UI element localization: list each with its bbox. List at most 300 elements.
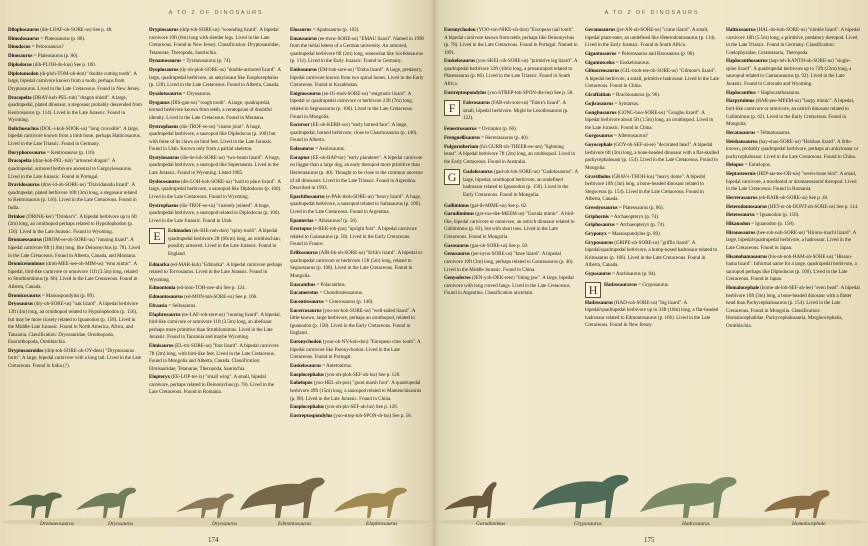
entry-headword: Fabrosaurus — [463, 100, 491, 107]
entry-text: = Pelorosaurus? — [30, 44, 64, 51]
entry — [290, 146, 424, 154]
entry-headword: Dravidosaurus — [8, 182, 40, 189]
entry-headword: Fenestrosaurus — [444, 126, 477, 133]
entry-headword: Dromiceiomimus — [8, 261, 45, 268]
dryosaurus-illustration-2 — [176, 494, 234, 519]
entry-text: (JEN-yoh-DEK-teez) "biting jaw". A large, bipedal carnivore with long curved fangs. Lived in the Late Cretaceous. Found in Argentina. Classification uncertain. — [444, 275, 574, 297]
entry-text: = Brachiosaurus (p. 96). — [610, 92, 661, 99]
entry-headword: Gojirasaurus — [585, 100, 614, 107]
entry-text: = Sellosaurus. — [167, 302, 197, 309]
entry-headword: Dimodosaurus — [8, 35, 40, 42]
entry-text: (dih-PLOH-do-kus) See p. 100. — [31, 61, 97, 68]
right-columns — [444, 27, 860, 465]
left-page — [0, 0, 432, 546]
entry-headword: Dystrophaeus — [149, 202, 179, 209]
entry-headword: Gravitholus — [585, 173, 611, 180]
entry-text: = Plateosaurus (p. 86). — [32, 53, 79, 60]
right-column-3 — [726, 27, 860, 465]
entry — [444, 251, 578, 274]
entry — [726, 139, 860, 162]
entry-text: (en-IG-moh-SORE-us) "enigmatic lizard". A bipedal or quadrupedal carnivore or herbivore 23ft (7m) long, related to Segnosaurus (p. 108). Lived in the Late Cretaceous. Found in Mongolia. — [290, 90, 414, 120]
edmontosaurus-illustration — [240, 478, 325, 518]
entry — [585, 133, 719, 141]
entry-text: (HEP-tas-tee-OR-nis) "seven-bone bird". A small, bipedal carnivore, a troodontid or dromaeosaurid theropod. Lived in the Late Cretaceous. Found in Romania. — [726, 171, 857, 193]
entry-text: (DOL-i-koh-SOOK-us) "long crocodile". A large, bipedal carnivore known from a limb bone, perhaps Halticosaurus. Lived in the Late Triassic. Found in Germany. — [8, 125, 141, 147]
entry — [8, 293, 142, 301]
entry-text: = Anchisaurus (p. 84). — [610, 271, 657, 278]
entry — [149, 179, 283, 202]
entry — [149, 294, 283, 302]
entry-headword: Efraasia — [149, 302, 167, 309]
entry-headword: Gongbusaurus — [585, 109, 617, 116]
entry-text: (YOO-ron-NIKE-oh-don) "European nail tooth". A bipedal carnivore known from teeth, perhaps like Deinonychus (p. 78). Lived in the Late Cretaceous. Found in Portugal. Named in 1991. — [444, 27, 578, 56]
entry-text: (hap-loh-KANTH-oh-SORE-us) "single-spine lizard". A quadrupedal herbivore up to 72ft (22m) long, a sauropod related to Camarasaurus (p. 92). Lived in the Late Jurassic. Found in Colorado and Wyoming. — [726, 58, 852, 88]
homalocephale-illustration — [764, 490, 830, 518]
page-number-left: 174 — [208, 536, 219, 544]
entry — [149, 124, 283, 154]
caption-2: Dryosaurus — [108, 521, 134, 527]
entry-headword: Emausaurus — [290, 35, 317, 42]
entry-headword: Eustreptospondylus — [290, 413, 333, 419]
entry-text: = Aeolosaurus. — [313, 146, 345, 153]
entry — [726, 212, 860, 220]
entry-headword: Diplotomodon — [8, 70, 39, 77]
entry — [726, 27, 860, 57]
entry-headword: Hadrosaurus — [585, 299, 613, 306]
entry-headword: Euoplocephalus — [290, 371, 324, 378]
entry-headword: Dryosaurus — [8, 301, 33, 308]
garudimimus-illustration — [444, 482, 497, 518]
entry-headword: Haplocanthus — [726, 89, 756, 96]
entry — [585, 110, 719, 133]
entry-text: (EE-oh-KERR-sor) "early horned face". A large, quadrupedal, horned herbivore, close to Chasmosaurus (p. 146). Found in Alberta. — [290, 122, 418, 144]
entry-text: = Albertosaurus? — [612, 133, 648, 140]
entry-headword: Gryposaurus — [585, 239, 614, 246]
entry-headword: Eocursor — [290, 122, 310, 129]
entry — [585, 214, 719, 222]
entry-headword: Dromaeosaurus — [8, 237, 42, 244]
letter-section-entries — [168, 228, 283, 259]
entry — [290, 122, 424, 145]
entry-text: (yoo-STREP-toh-SPON-die-lus) See p. 58. — [486, 89, 574, 96]
entry-text: (HET-er-oh-DONT-oh-SORE-us) See p. 114. — [766, 203, 859, 210]
entry-text: (dray-koh-PEL-tuh) "armored dragon". A quadrupedal, armored herbivore ancestral to Gargoyleosaurus. Lived in the Late Jurassic. Found in Portugal. — [8, 158, 133, 180]
entry — [8, 53, 142, 61]
entry — [726, 230, 860, 253]
caption-3: Dryosaurus — [212, 521, 238, 527]
entry-text: = Iguanodon (p. 158). — [749, 221, 795, 228]
entry-headword: Halticosaurus — [726, 27, 756, 33]
entry-headword: Elaphrosaurus — [149, 311, 181, 318]
section-letter: E — [149, 228, 165, 244]
entry — [585, 205, 719, 213]
entry — [8, 27, 142, 35]
entry-text: (yoo-strep-toh-SPON-di-lus) See p. 58. — [332, 413, 412, 419]
entry-text: (yoo-HEL-oh-pus) "good marsh foot". A quadrupedal herbivore 49ft (15m) long, a sauropod related to Mamenchisaurus (p. 98). Lived in the Late Jurassic. Found in China. — [290, 380, 422, 402]
entry-text: (dis-TROF-ee-us) "coarse joint". A huge, quadrupedal herbivore, a sauropod like Diplodocus (p. 100) but with three of its claws on hind feet. Lived in the Late Jurassic. Found in Utah. Known only from a partial skeleton. — [149, 123, 276, 153]
entry-headword: Eucercosaurus — [290, 307, 322, 314]
entry-text: (ee-mow-SORE-us) "EMAU lizard". Named in 1990 from the initial letters of a German university. An armored, quadrupedal herbivore 6ft (2m) long, somewhat like Scelidosaurus (p. 112). Lived in the Early Jurassic. Found in Germany. — [290, 35, 424, 65]
entry-headword: Eucamerotus — [290, 290, 319, 297]
entry — [585, 300, 719, 330]
entry-headword: Heishansaurus — [726, 138, 758, 145]
entry-headword: Herrerasaurus — [726, 194, 758, 201]
gryposaurus-illustration — [532, 475, 629, 518]
entry — [8, 36, 142, 44]
entry-headword: Erectopus — [290, 226, 312, 233]
entry-headword: Dystylosaurus — [149, 154, 180, 161]
entry — [604, 282, 719, 290]
entry — [290, 27, 424, 35]
entry-text: (jee-nyoo-SORE-us) "knee lizard". A bipedal carnivore 10ft (3m) long, perhaps related to Ceratosaurus (p. 46). Lived in the Middle Jurassic. Found in China. — [444, 251, 574, 273]
entry-text: (dy-oh-ploh-SORE-us) "double-armored lizard". A large, quadrupedal herbivore, an ankylosaur like Euoplocephalus (p. 128). Lived in the Late Cretaceous. Found in Alberta, Canada. — [149, 67, 281, 89]
entry — [8, 95, 142, 125]
entry-headword: Eolosaurus — [290, 146, 314, 153]
entry-text: = Tyrannosaurus (p. 74). — [181, 58, 232, 65]
entry-text: = Euhelopus. — [743, 162, 772, 169]
entry-headword: Dracopelta — [8, 94, 32, 101]
entry-text: (hay-shan-SORE-us) "Heishan lizard". A little-known, probably quadrupedal herbivore, perhaps an ankylosaur or pachycephalosaur. Lived in the Late Cretaceous. Found in China. — [726, 138, 859, 160]
entry — [444, 144, 578, 167]
caption-right-3: Hadrosaurus — [682, 521, 710, 527]
entry — [290, 363, 424, 371]
page-number-right: 175 — [644, 536, 655, 544]
entry-headword: Edmarka — [149, 261, 170, 268]
entry-headword: Gresslyosaurus — [585, 204, 618, 211]
caption-4: Edmontosaurus — [278, 521, 312, 527]
entry — [290, 404, 424, 412]
letter-section — [444, 169, 578, 200]
entry-headword: Dinosaurus — [8, 53, 33, 60]
entry-text: (EE-oh-RAP-tor) "early plunderer". A bipedal carnivore no bigger than a large dog, an early theropod more primitive than Herrerasaurus (p. 40). Thought to be close to the common ancestor of all dinosaurs. Lived in the Late Triassic. Found in Argentina. Described in 1993. — [290, 154, 424, 192]
entry — [585, 92, 719, 100]
section-letter: H — [585, 282, 601, 298]
entry-text: = Herrerasaurus (p. 40). — [479, 134, 529, 141]
entry — [444, 58, 578, 88]
entry — [290, 194, 424, 217]
entry-text: (ful-GURR-oh-THEER-ee-um) "lightning beast". A bipedal herbivore 7ft (2m) long, an ornithopod. Lived in the Early Cretaceous. Found in Australia. — [444, 143, 576, 165]
entry-headword: Hikanodon — [726, 221, 750, 228]
entry-text: (AIR-lik-oh-SORE-us) "Erlik's lizard". A bipedal or quadrupedal carnivore or herbivore 15ft (5m) long, related to Segnosaurus (p. 108). Lived in the Late Cretaceous. Found in Mongolia. — [290, 250, 423, 279]
entry — [8, 44, 142, 52]
entry-headword: Harpymimus — [726, 98, 755, 105]
entry-headword: Heterosaurus — [726, 212, 755, 219]
entry-headword: Elmisaurus — [149, 342, 174, 349]
entry-text: (dis-LOH-koh-SORE-us) "hard to place lizard". A large, quadrupedal herbivore, a sauropod like Diplodocus (p. 100). Lived in the Late Cretaceous. Found in Wyoming. — [149, 178, 282, 200]
entry-headword: Dyslocosaurus — [149, 178, 180, 185]
entry-text: (die-LOAF-oh-SORE-us) See p. 48. — [39, 27, 113, 33]
entry-text: = Allosaurus? (p. 50). — [313, 217, 358, 224]
entry-text: (DIS-gan-us) "rough tooth". A large, quadrupedal, horned herbivore known from teeth, a ceratopsian of doubtful identity. Lived in the Late Cretaceous. Found in Montana. — [149, 99, 272, 121]
dromaeosaurus-illustration — [8, 492, 62, 518]
entry-headword: Gigantoscelus — [585, 59, 615, 66]
entry-headword: Eoraptor — [290, 154, 310, 161]
entry-text: = Archaeopteryx (p. 74). — [614, 222, 665, 229]
entry — [290, 250, 424, 280]
entry-headword: Elosaurus — [290, 27, 312, 33]
entry-text: (yoo-SKEL-oh-SORE-us) "primitive leg lizard". A quadrupedal herbivore 33ft (10m) long, a prosauropod related to Plateosaurus (p. 86). Lived in the Late Triassic. Found in South Africa. — [444, 58, 578, 88]
entry-headword: Hecatasaurus — [726, 129, 756, 136]
entry-headword: Diplodocus — [8, 61, 32, 68]
entry-headword: Griphornis — [585, 213, 609, 220]
entry — [726, 254, 860, 284]
right-column-2 — [585, 27, 719, 465]
entry-text: (GRIPE-oh-SORE-us) "griffin lizard". A bipedal/quadrupedal herbivore, a hump-nosed hadrosaur related to Kritosaurus (p. 166). Lived in the Late Cretaceous. Found in Alberta, Canada. — [585, 239, 718, 269]
entry — [8, 301, 142, 346]
entry — [585, 142, 719, 172]
entry-text: (dry-oh-SORE-us) "oak lizard". A bipedal herbivore 13ft (4m) long, an ornithopod related to Hypsilophodon (p. 156), but may be more closely related to Iguanodon (p. 158). Lived in the Middle-Late Jurassic. Found in North America, Africa, and Tanzania. Classification: Dryosauridae, Ornithopoda, Euornithopoda, Ornithischia. — [8, 301, 138, 346]
entry-headword: Dyoplosaurus — [149, 67, 179, 74]
entry-headword: Eustreptospondylus — [444, 89, 487, 96]
entry-headword: Hisanohamasaurus — [726, 253, 768, 260]
entry-headword: Euhelopus — [290, 380, 313, 387]
entry-headword: Euskelosaurus — [444, 58, 476, 65]
entry — [8, 261, 142, 291]
entry — [444, 275, 578, 298]
entry-headword: Griphosaurus — [585, 222, 615, 229]
entry — [444, 126, 578, 134]
entry-headword: Euacanthus — [290, 281, 316, 288]
entry-text: = Telmatosaurus. — [755, 129, 791, 136]
right-page — [436, 0, 868, 546]
entry — [726, 221, 860, 229]
entry-headword: Dilophosaurus — [8, 27, 40, 33]
entry — [149, 91, 283, 99]
entry — [726, 162, 860, 170]
letter-section — [585, 282, 719, 298]
entry-text: (jer-AN-oh-SORE-us) "crane lizard". A small, bipedal plant-eater, an undefined like Heterodontosaurus (p. 114). Lived in the Early Jurassic. Found in South Africa. — [585, 27, 716, 49]
entry — [585, 27, 719, 50]
entry — [290, 67, 424, 90]
entry — [726, 130, 860, 138]
entry-text: (drip-toh-SORE-us) "wounding lizard". A bipedal carnivore 19ft (6m) long with slender legs. Lived in the Late Cretaceous. Found in New Jersey. Classification: Dryptosauridae, Tetanurae, Theropoda, Saurischia. — [149, 27, 280, 56]
caption-right-2: Gryposaurus — [574, 521, 602, 527]
entry-text: = Centrosaurus (p. 140). — [323, 299, 374, 306]
left-column-3 — [290, 27, 424, 465]
entry-text: (DRAY-koh-PEL-tuh) "dragon shield". A large, quadrupedal, plated dinosaur, a stegosaur probably descended from Kentrosaurus (p. 114). Lived in the Late Jurassic. Found in Wyoming. — [8, 94, 142, 124]
entry-text: (DROM-ee-oh-SORE-us) "running lizard". A bipedal carnivore 6ft (1.8m) long, like Deinonychus (p. 78). Lived in the Late Cretaceous. Found in Alberta, Canada, and Montana. — [8, 237, 141, 259]
running-head-right: A TO Z OF DINOSAURS — [604, 10, 700, 16]
entry — [290, 290, 424, 298]
entry-text: (dis-tie-loh-SORE-us) "two-beam lizard". A huge, quadrupedal herbivore, a sauropod like Supersaurus. Lived in the Late Jurassic. Found in Wyoming. Listed 1985. — [149, 154, 281, 176]
entry — [149, 312, 283, 342]
entry-headword: Dryptosaurus — [149, 27, 179, 33]
entry-text: = Antetonitrus. — [321, 362, 353, 369]
entry-headword: Euoplocephalus — [290, 404, 324, 411]
left-columns — [8, 27, 424, 465]
entry-text: (gal-ih-MIME-us) See p. 62. — [468, 202, 528, 209]
entry-text: (dis-TROF-ee-us) "coarsely jointed". A huge, quadrupedal herbivore, a sauropod related to Diplodocus (p. 100). Lived in the Late Jurassic. Found in Utah. — [149, 202, 281, 224]
entry — [290, 299, 424, 307]
entry-headword: Heptasteornis — [726, 171, 756, 178]
letter-section-entries — [463, 169, 578, 200]
entry — [290, 155, 424, 193]
entry — [444, 135, 578, 143]
entry-headword: Dysganus — [149, 99, 170, 106]
entry — [8, 150, 142, 158]
entry-text: = Oviraptor (p. 66). — [476, 126, 517, 133]
entry — [290, 380, 424, 403]
entry-headword: Gadolosaurus — [463, 169, 493, 176]
caption-5: Elaphrosaurus — [366, 521, 398, 527]
entry — [8, 348, 142, 371]
entry-text: (you-oh-plo-SEF-ah-lus) See p. 128. — [323, 404, 398, 411]
entry — [444, 211, 578, 241]
entry-text: (your-oh-NY-koh-don) "European claw tooth". A bipedal carnivore like Paronychodon. Lived in the Late Cretaceous. Found in Portugal. — [290, 339, 421, 361]
entry-headword: Enigmosaurus — [290, 90, 321, 97]
entry-text: = Archaeopteryx (p. 74). — [608, 213, 660, 220]
entry-text: (his-ah-noh-HAM-ah-SORE-us) "Hisano-hama lizard". Informal name for a large, quadrupedal herbivore, a sauropod perhaps like Diplodocus (p. 100). Lived in the Late Cretaceous. Found in Japan. — [726, 253, 857, 283]
entry-text: (FAB-roh-sore-us) "Fabre's lizard". A small, bipedal herbivore. Might be Lesothosaurus (p. 122). — [463, 100, 569, 122]
entry — [8, 237, 142, 260]
entry — [444, 203, 578, 211]
entry-headword: Dromicosaurus — [8, 292, 41, 299]
entry-headword: Geranosaurus — [585, 27, 616, 33]
entry-text: (GRAV-i-THOH-lus) "heavy dome". A bipedal herbivore 10ft (3m) long, a bone-headed dinosaur related to Stegoceras (p. 154). Lived in the Late Cretaceous. Found in Alberta, Canada. — [585, 173, 706, 203]
entry-headword: Dracopelta — [8, 158, 32, 165]
entry — [726, 98, 860, 128]
entry-text: (GONG-boo-SORE-us) "Gongbu lizard". A bipedal herbivore about 5ft (1.5m) long, an ornithopod. Lived in the Late Jurassic. Found in China. — [585, 109, 714, 131]
entry-text: = Dryosaurus. — [181, 90, 212, 97]
entry-headword: Doryphorosaurus — [8, 149, 46, 156]
entry-headword: Euronychodon — [444, 27, 476, 33]
entry-text: (eh-RAIR-uh-SORE-us) See p. 40. — [757, 194, 829, 201]
entry — [726, 195, 860, 203]
running-head-left: A TO Z OF DINOSAURS — [168, 10, 264, 16]
entry-text: (drip-toh-SORE-oh-OY-deez) "Dryptosaurus form". A large, bipedal carnivore with a long tail. Lived in the Late Cretaceous. Found in India (?). — [8, 347, 142, 369]
entry-text: = Plateosaurus (p. 86). — [39, 35, 86, 42]
dryosaurus-illustration — [76, 488, 136, 518]
entry-headword: Haplocanthosaurus — [726, 58, 768, 65]
caption-right-1: Garudimimus — [476, 521, 506, 527]
entry-text: = Haplocanthosaurus. — [755, 89, 801, 96]
entry-headword: Dysalotosaurus — [149, 90, 182, 97]
entry — [149, 303, 283, 311]
entry — [726, 171, 860, 194]
entry — [290, 339, 424, 362]
entry-text: = Apatosaurus (p. 102). — [311, 27, 360, 33]
hadrosaurus-illustration — [640, 477, 737, 518]
entry-text: (EL-mi-SORE-us) "foot lizard". A bipedal carnivore 7ft (2m) long, with bird-like feet. Lived in the Late Cretaceous. Found in Mongolia and Alberta, Canada. Classification: Elmisauridae, Tetanurae, Theropoda, Saurischia. — [149, 342, 279, 372]
entry — [149, 155, 283, 178]
entry-text: = Iguanodon (p. 158). — [754, 212, 800, 219]
entry-text: = Kentrosaurus (p. 116). — [45, 149, 96, 156]
entry-headword: Frenguellisaurus — [444, 134, 480, 141]
elaphrosaurus-illustration — [334, 488, 407, 518]
entry-headword: Giraffatitan — [585, 92, 611, 99]
entry — [290, 91, 424, 121]
entry-headword: Dynamosaurus — [149, 58, 182, 65]
entry-headword: Epachthosaurus — [290, 193, 325, 200]
entry-text: (yoo-ser-koh-SORE-us) "well-tailed lizard". A little-known, large herbivore, perhaps an ornithopod, related to Iguanodon (p. 158). Lived in the Early Cretaceous. Found in England. — [290, 307, 416, 337]
entry-text: = Euskelosaurus. — [614, 59, 650, 66]
entry-headword: Gilmoreosaurus — [585, 68, 620, 75]
left-column-1 — [8, 27, 142, 465]
caption-right-4: Homalocephale — [792, 521, 826, 527]
entry-headword: Goyocephale — [585, 142, 613, 149]
entry-headword: Eucentrosaurus — [290, 299, 324, 306]
entry — [726, 90, 860, 98]
entry — [149, 203, 283, 226]
entry-headword: Elopteryx — [149, 374, 171, 381]
entry — [149, 27, 283, 57]
entry — [290, 226, 424, 249]
entry-headword: Echinodon — [168, 228, 192, 235]
entry — [149, 285, 283, 293]
entry-headword: Hadrosauravus — [604, 281, 637, 288]
entry — [149, 343, 283, 373]
entry — [8, 182, 142, 212]
entry — [585, 51, 719, 59]
letter-section-entries — [463, 100, 578, 124]
entry — [444, 27, 578, 57]
entry — [585, 222, 719, 230]
entry-text: (HAD-roh-SORE-us) "big lizard". A bipedal/quadrupedal herbivore up to 33ft (10m) long, a flat-headed hadrosaur related to Edmontosaurus (p. 166). Lived in the Late Cretaceous. Found in New Jersey. — [585, 299, 719, 329]
entry-text: (EE-LOP-ter-ix) "small wing". A small, bipedal carnivore, perhaps related to Deinonychus (p. 78). Lived in the Late Cretaceous. Found in Romania. — [149, 374, 275, 396]
entry — [726, 58, 860, 88]
entry-headword: Drinker — [8, 213, 26, 220]
entry — [168, 228, 283, 258]
entry-text: (hee-roh-noh-SORE-us) "Hirono-machi lizard". A large, bipedal/quadrupedal herbivore, a hadrosaur. Lived in the Late Cretaceous. Found in Japan. — [726, 229, 856, 252]
section-letter: G — [444, 169, 460, 185]
entry-text: (gas-oh-SORE-us) See p. 58. — [468, 242, 529, 249]
entry-headword: Genusaurus — [444, 251, 470, 258]
entry-headword: Homalocephale — [726, 285, 760, 292]
entry-text: (EM-bah-sore-us) "Emba lizard". A large, predatory, bipedal carnivore known from two spinal bones. Lived in the Early Cretaceous. Found in Kazakhstan. — [290, 67, 424, 89]
entry — [585, 231, 719, 239]
entry-headword: Gyposaurus — [585, 271, 611, 278]
entry-headword: Garudimimus — [444, 211, 475, 218]
letter-section — [444, 100, 578, 124]
entry-headword: Dryptosauroides — [8, 347, 44, 354]
entry-text: = Gryposaurus. — [636, 281, 669, 288]
entry-text: (ed-MON-toh-SORE-us) See p. 166. — [182, 294, 258, 301]
entry — [290, 308, 424, 338]
entry-headword: Erlikosaurus — [290, 250, 318, 257]
right-column-1 — [444, 27, 578, 465]
entry — [726, 204, 860, 212]
entry-headword: Gasosaurus — [444, 242, 469, 249]
entry — [149, 100, 283, 123]
entry-text: = Massospondylus (p. 89). — [40, 292, 95, 299]
entry — [8, 126, 142, 149]
entry — [463, 169, 578, 199]
entry — [585, 101, 719, 109]
entry-text: (DRINK-ker) "Drinker's". A bipedal herbivore up to 6ft (2m) long, an ornithopod perhaps related to Hypsilophodon (p. 156). Lived in the Late Jurassic. Found in Wyoming. — [8, 213, 137, 235]
letter-section — [149, 228, 283, 259]
entry-headword: Gigantosaurus — [585, 50, 617, 57]
entry — [8, 214, 142, 237]
entry-headword: Gallimimus — [444, 202, 469, 209]
entry-headword: Dolichosuchus — [8, 125, 39, 132]
entry — [444, 90, 578, 98]
entry-headword: Gorgosaurus — [585, 133, 613, 140]
entry — [149, 262, 283, 285]
entry-text: (ek-KIE-noh-don) "spiny tooth". A bipedal quadrupedal herbivore 2ft (60cm) long, an ornithischian, possibly armored. Lived in the Late Jurassic. Found in England. — [168, 228, 281, 257]
entry-text: = Plateosaurus (p. 86). — [617, 204, 664, 211]
entry-text: (ed-MAR-kuh) "Edmarka". A bipedal carnivore perhaps related to Torvosaurus. Lived in the Late Jurassic. Found in Wyoming. — [149, 261, 283, 283]
entry-text: (e-PAK-thoh-SORE-us) "heavy lizard". A huge, quadrupedal herbivore, a sauropod related to Saltasaurus (p. 106). Lived in the Late Cretaceous. Found in Argentina. — [290, 193, 422, 215]
entry — [290, 36, 424, 66]
left-column-2 — [149, 27, 283, 465]
entry-text: (GOY-oh-SEF-al-ee) "decorated head". A bipedal herbivore 6ft (2m) long, a bone-headed dinosaur with a flat-skulled pachycephalosaur (p. 154). Lived in the Late Cretaceous. Found in Mongolia. — [585, 142, 719, 171]
entry-headword: Euskelosaurus — [290, 362, 322, 369]
entry-text: = Pelorosaurus and Barosaurus (p. 98). — [616, 50, 696, 57]
entry — [444, 243, 578, 251]
entry-text: (gad-oh-loh-SORE-us) "Gadolosaurus". A large, bipedal, ornithopod herbivore, an undefined hadrosaur related to Iguanodon (p. 158). Lived in the Early Cretaceous. Found in Mongolia. — [463, 169, 578, 198]
entry-headword: Heterodontosaurus — [726, 203, 767, 210]
entry — [149, 58, 283, 66]
